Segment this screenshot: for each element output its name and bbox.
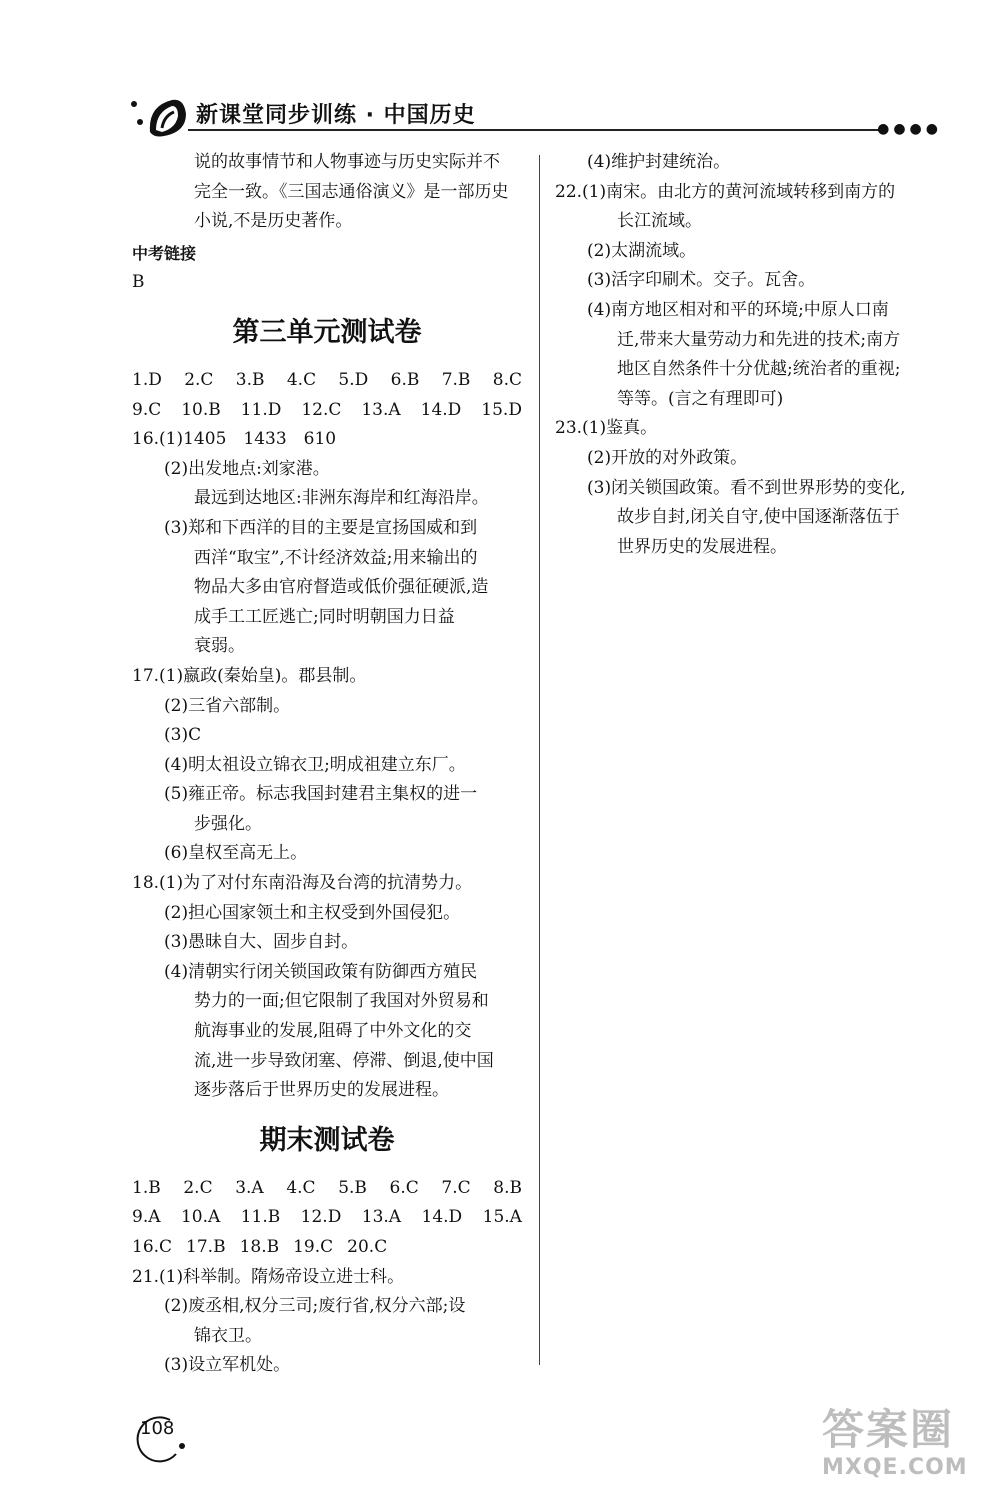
answer-line: (2)担心国家领土和主权受到外国侵犯。 — [164, 902, 461, 923]
text-line: 说的故事情节和人物事迹与历史实际并不 — [194, 152, 500, 172]
answer-line: (3)活字印刷术。交子。瓦舍。 — [587, 270, 816, 291]
mc-answer: 16.C — [132, 1237, 173, 1257]
mc-answer: 15.D — [481, 399, 522, 420]
answer-line: (4)南方地区相对和平的环境;中原人口南 — [587, 299, 889, 320]
answer-line: 等等。(言之有理即可) — [617, 388, 784, 409]
answer-line: 长江流域。 — [617, 211, 702, 232]
mc-answer: 2.C — [183, 1177, 213, 1198]
page-header — [128, 92, 948, 144]
answer-line: 成手工工匠逃亡;同时明朝国力日益 — [194, 606, 455, 627]
watermark-url: MXQE.COM — [822, 1455, 968, 1480]
mc-answer: 13.A — [361, 399, 401, 420]
mc-answer: 2.C — [184, 369, 214, 390]
mc-answer: 7.B — [441, 369, 471, 390]
answer-line: (4)维护封建统治。 — [587, 152, 731, 172]
mc-row — [132, 1203, 522, 1233]
mc-row — [132, 1233, 522, 1263]
mc-row — [132, 366, 522, 396]
answer-line: (2)开放的对外政策。 — [587, 447, 748, 468]
mc-answer: 9.C — [132, 399, 162, 420]
mc-row — [132, 1174, 522, 1204]
answer-line: 21.(1)科举制。隋炀帝设立进士科。 — [132, 1266, 405, 1287]
zhongkao-label: 中考链接 — [132, 243, 197, 263]
right-column — [555, 148, 950, 562]
answer-line: (4)明太祖设立锦衣卫;明成祖建立东厂。 — [164, 754, 466, 775]
watermark-text: 答案圈 — [822, 1405, 955, 1454]
mc-answer: 15.A — [482, 1207, 522, 1228]
answer-line: (3)愚昧自大、固步自封。 — [164, 932, 359, 953]
answer-line: 航海事业的发展,阻碍了中外文化的交 — [194, 1021, 472, 1042]
column-divider — [539, 155, 540, 1365]
answer-line: (4)清朝实行闭关锁国政策有防御西方殖民 — [164, 961, 478, 982]
mc-answer: 4.C — [286, 1177, 316, 1198]
left-column — [132, 148, 522, 1381]
mc-answer: 14.D — [421, 1207, 463, 1228]
answer-line: (2)出发地点:刘家港。 — [164, 458, 330, 479]
header-rule — [188, 129, 888, 131]
mc-answer: 20.C — [347, 1237, 388, 1257]
answer-line: 故步自封,闭关自守,使中国逐渐落伍于 — [617, 507, 900, 528]
answer-line: (5)雍正帝。标志我国封建君主集权的进一 — [164, 784, 478, 805]
mc-answer: 11.D — [240, 399, 282, 420]
answer-line: 23.(1)鉴真。 — [555, 418, 658, 439]
answer-line: 物品大多由官府督造或低价强征硬派,造 — [194, 577, 489, 598]
mc-answer: 19.C — [293, 1237, 334, 1257]
mc-answer: 8.C — [492, 369, 522, 390]
answer-line: 逐步落后于世界历史的发展进程。 — [194, 1080, 449, 1101]
mc-answer: 5.B — [338, 1177, 367, 1198]
mc-answer: 3.B — [235, 369, 265, 390]
mc-answer: 1.D — [132, 369, 162, 390]
answer-line: 最远到达地区:非洲东海岸和红海沿岸。 — [194, 488, 489, 509]
page-number: 108 — [140, 1418, 175, 1439]
mc-answer: 18.B — [239, 1237, 280, 1257]
mc-answer: 14.D — [420, 399, 462, 420]
answer-line: (3)郑和下西洋的目的主要是宣扬国威和到 — [164, 517, 478, 538]
mc-answer: 10.B — [181, 399, 221, 420]
answer-line: 18.(1)为了对付东南沿海及台湾的抗清势力。 — [132, 873, 473, 894]
answer-line: (6)皇权至高无上。 — [164, 843, 308, 864]
mc-answer: 9.A — [132, 1207, 161, 1228]
answer-line: 17.(1)嬴政(秦始皇)。郡县制。 — [132, 665, 367, 686]
page-number-badge — [130, 1410, 188, 1468]
mc-answer: 11.B — [240, 1207, 281, 1228]
answer-line: 西洋“取宝”,不计经济效益;用来输出的 — [194, 547, 478, 568]
mc-answer: 12.D — [300, 1207, 342, 1228]
mc-answer: 4.C — [286, 369, 317, 390]
header-dots: ●●●● — [877, 121, 942, 137]
answer-line: 衰弱。 — [194, 636, 245, 657]
mc-answer: 10.A — [180, 1207, 221, 1228]
mc-answer: 13.A — [361, 1207, 402, 1228]
book-logo-icon — [128, 92, 188, 140]
answer-line: (2)太湖流域。 — [587, 240, 697, 261]
mc-answer: 17.B — [186, 1237, 226, 1257]
mc-answer: 3.A — [235, 1177, 264, 1198]
answer-line: (3)C — [164, 725, 202, 746]
answer-line: (3)闭关锁国政策。看不到世界形势的变化, — [587, 477, 906, 498]
unit3-title: 第三单元测试卷 — [232, 316, 422, 348]
mc-answer: 1.B — [132, 1177, 161, 1198]
answer-line: 流,进一步导致闭塞、停滞、倒退,使中国 — [194, 1050, 494, 1071]
mc-answer: 6.C — [389, 1177, 419, 1198]
answer-line: 22.(1)南宋。由北方的黄河流域转移到南方的 — [555, 181, 896, 202]
answer-line: (2)三省六部制。 — [164, 695, 291, 716]
header-title: 新课堂同步训练 · 中国历史 — [196, 103, 476, 128]
mc-row — [132, 396, 522, 426]
mc-answer: 7.C — [441, 1177, 471, 1198]
answer-line: 势力的一面;但它限制了我国对外贸易和 — [194, 991, 489, 1012]
answer-line: 16.(1)1405 1433 610 — [132, 429, 337, 450]
answer-line: (2)废丞相,权分三司;废行省,权分六部;设 — [164, 1296, 466, 1317]
mc-answer: 5.D — [338, 369, 369, 390]
mc-answer: 6.B — [390, 369, 420, 390]
mc-answer: 8.B — [493, 1177, 522, 1198]
zhongkao-answer: B — [132, 272, 145, 293]
answer-line: 迁,带来大量劳动力和先进的技术;南方 — [617, 329, 901, 350]
answer-line: 地区自然条件十分优越;统治者的重视; — [617, 359, 901, 380]
final-exam-title: 期末测试卷 — [259, 1124, 395, 1156]
mc-answer: 12.C — [301, 399, 342, 420]
answer-line: 步强化。 — [194, 813, 262, 834]
answer-line: 锦衣卫。 — [194, 1325, 262, 1346]
text-line: 完全一致。《三国志通俗演义》是一部历史 — [194, 181, 509, 202]
answer-line: (3)设立军机处。 — [164, 1355, 291, 1376]
watermark-logo — [822, 1405, 972, 1497]
answer-line: 世界历史的发展进程。 — [617, 536, 787, 557]
text-line: 小说,不是历史著作。 — [194, 211, 353, 232]
